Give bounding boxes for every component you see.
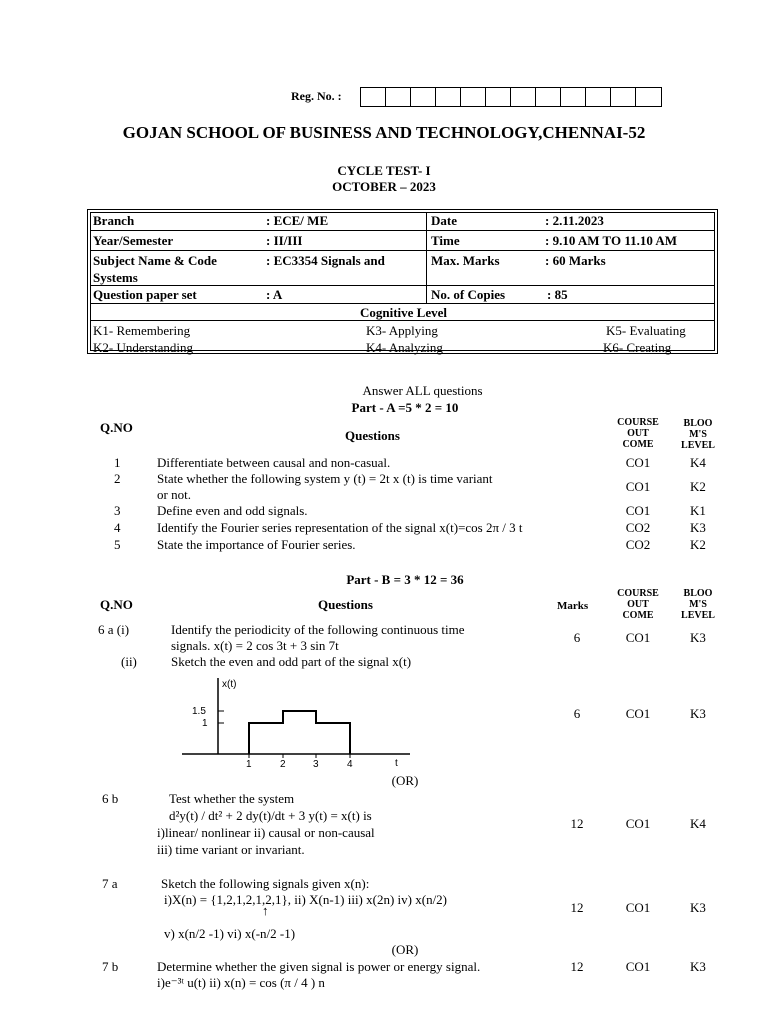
graph-x-tick-label: 1: [246, 759, 252, 770]
question-text: State whether the following system y (t) = 2t x (t) is time variant: [157, 471, 493, 486]
question-text-cont: i)e⁻³ᵗ u(t) ii) x(n) = cos (π / 4 ) n: [157, 975, 325, 990]
reg-no-box: [536, 88, 561, 106]
sub-question-number: (ii): [121, 654, 137, 669]
subject-label: Subject Name & Code: [93, 253, 217, 268]
marks: 12: [570, 959, 584, 974]
blooms-level: K3: [690, 520, 706, 535]
question-number: 3: [114, 503, 121, 518]
branch-label: Branch: [93, 213, 135, 228]
course-outcome: CO1: [625, 630, 651, 645]
test-month: OCTOBER – 2023: [332, 179, 436, 194]
blooms-level: K3: [690, 706, 706, 721]
graph-signal-trace: [249, 711, 350, 754]
date-label: Date: [431, 213, 457, 228]
k5-label: K5- Evaluating: [606, 323, 686, 338]
k1-label: K1- Remembering: [93, 323, 191, 338]
question-number: 4: [114, 520, 121, 535]
graph-y-label: x(t): [222, 679, 237, 690]
reg-no-box: [461, 88, 486, 106]
year-label: Year/Semester: [93, 233, 174, 248]
graph-x-tick-label: 4: [347, 759, 353, 770]
subject-value: : EC3354 Signals and: [266, 253, 385, 268]
question-text: State the importance of Fourier series.: [157, 537, 356, 552]
reg-no-box: [386, 88, 411, 106]
k4-label: K4- Analyzing: [366, 340, 443, 355]
graph-x-label: t: [395, 758, 398, 769]
blooms-level: K4: [690, 816, 706, 831]
subject-label-cont: Systems: [93, 270, 138, 285]
signal-graph-figure: [180, 672, 420, 772]
reg-no-box: [411, 88, 436, 106]
max-marks-value: : 60 Marks: [545, 253, 606, 268]
course-outcome: CO1: [625, 816, 651, 831]
cognitive-level-title: Cognitive Level: [359, 305, 447, 320]
part-a-qno-header: Q.NO: [100, 420, 133, 435]
part-b-questions-header: Questions: [318, 597, 373, 612]
k2-label: K2- Understanding: [93, 340, 194, 355]
question-text: Identify the periodicity of the following continuous time: [171, 622, 465, 637]
time-value: : 9.10 AM TO 11.10 AM: [545, 233, 678, 248]
time-label: Time: [431, 233, 460, 248]
blooms-level: K3: [690, 630, 706, 645]
or-separator: (OR): [391, 942, 419, 957]
marks: 6: [573, 706, 581, 721]
question-text: Identify the Fourier series representation of the signal x(t)=cos 2π / 3 t: [157, 520, 523, 535]
question-text: Test whether the system: [169, 791, 295, 806]
question-text-cont: d²y(t) / dt² + 2 dy(t)/dt + 3 y(t) = x(t) is: [169, 808, 372, 823]
graph-x-tick-label: 3: [313, 759, 319, 770]
part-b-title: Part - B = 3 * 12 = 36: [346, 572, 464, 587]
test-name: CYCLE TEST- I: [337, 163, 431, 178]
reg-no-label: Reg. No. :: [291, 89, 342, 103]
question-text-cont: signals. x(t) = 2 cos 3t + 3 sin 7t: [171, 638, 339, 653]
question-number: 5: [114, 537, 121, 552]
course-outcome: CO1: [625, 959, 651, 974]
paper-set-label: Question paper set: [93, 287, 197, 302]
course-outcome: CO2: [625, 520, 651, 535]
reg-no-box: [561, 88, 586, 106]
max-marks-label: Max. Marks: [431, 253, 500, 268]
blooms-level: K4: [690, 455, 706, 470]
part-b-bl-header: BLOO M'S LEVEL: [681, 588, 715, 621]
course-outcome: CO1: [625, 503, 651, 518]
blooms-level: K3: [690, 900, 706, 915]
course-outcome: CO2: [625, 537, 651, 552]
copies-label: No. of Copies: [431, 287, 506, 302]
reg-no-box: [586, 88, 611, 106]
question-text: Sketch the even and odd part of the signal x(t): [171, 654, 412, 669]
part-a-bl-header: BLOO M'S LEVEL: [681, 418, 715, 451]
reg-no-box: [361, 88, 386, 106]
graph-y-tick-label: 1.5: [192, 706, 206, 717]
question-number: 1: [114, 455, 121, 470]
part-b-co-header: COURSE OUT COME: [617, 588, 659, 621]
marks: 12: [570, 816, 584, 831]
reg-no-box: [436, 88, 461, 106]
instruction: Answer ALL questions: [362, 383, 483, 398]
question-number: 6 b: [102, 791, 119, 806]
exam-info-table: [87, 209, 718, 354]
reg-no-boxes: [360, 87, 662, 107]
blooms-level: K3: [690, 959, 706, 974]
branch-value: : ECE/ ME: [266, 213, 329, 228]
question-number: 7 b: [102, 959, 119, 974]
blooms-level: K2: [690, 537, 706, 552]
part-a-title: Part - A =5 * 2 = 10: [351, 400, 459, 415]
up-arrow-icon: ↑: [262, 903, 269, 918]
reg-no-box: [486, 88, 511, 106]
blooms-level: K1: [690, 503, 706, 518]
course-outcome: CO1: [625, 706, 651, 721]
course-outcome: CO1: [625, 900, 651, 915]
graph-x-tick-label: 2: [280, 759, 286, 770]
reg-no-box: [636, 88, 661, 106]
graph-y-tick-label: 1: [202, 718, 208, 729]
part-b-qno-header: Q.NO: [100, 597, 133, 612]
part-a-co-header: COURSE OUT COME: [617, 417, 659, 450]
question-text-cont: iii) time variant or invariant.: [157, 842, 305, 857]
date-value: : 2.11.2023: [545, 213, 604, 228]
or-separator: (OR): [391, 773, 419, 788]
course-outcome: CO1: [625, 479, 651, 494]
marks: 12: [570, 900, 584, 915]
reg-no-box: [611, 88, 636, 106]
k6-label: K6- Creating: [603, 340, 672, 355]
question-number: 6 a (i): [98, 622, 130, 637]
course-outcome: CO1: [625, 455, 651, 470]
question-number: 7 a: [102, 876, 118, 891]
question-text-cont: i)linear/ nonlinear ii) causal or non-causal: [157, 825, 375, 840]
question-text: Sketch the following signals given x(n):: [161, 876, 370, 891]
part-b-marks-header: Marks: [557, 600, 589, 612]
question-number: 2: [114, 471, 121, 486]
copies-value: : 85: [547, 287, 568, 302]
question-text-cont: i)X(n) = {1,2,1,2,1,2,1}, ii) X(n-1) iii) x(2n) iv) x(n/2): [164, 892, 448, 907]
year-value: : II/III: [266, 233, 303, 248]
question-text: Define even and odd signals.: [157, 503, 308, 518]
question-text: Differentiate between causal and non-casual.: [157, 455, 391, 470]
marks: 6: [573, 630, 581, 645]
question-text: Determine whether the given signal is power or energy signal.: [157, 959, 481, 974]
blooms-level: K2: [690, 479, 706, 494]
part-a-questions-header: Questions: [345, 428, 400, 443]
question-text-cont: or not.: [157, 487, 191, 502]
school-title: GOJAN SCHOOL OF BUSINESS AND TECHNOLOGY,CHENNAI-52: [122, 123, 646, 142]
paper-set-value: : A: [266, 287, 283, 302]
k3-label: K3- Applying: [366, 323, 438, 338]
question-text-cont: v) x(n/2 -1) vi) x(-n/2 -1): [164, 926, 296, 941]
reg-no-box: [511, 88, 536, 106]
